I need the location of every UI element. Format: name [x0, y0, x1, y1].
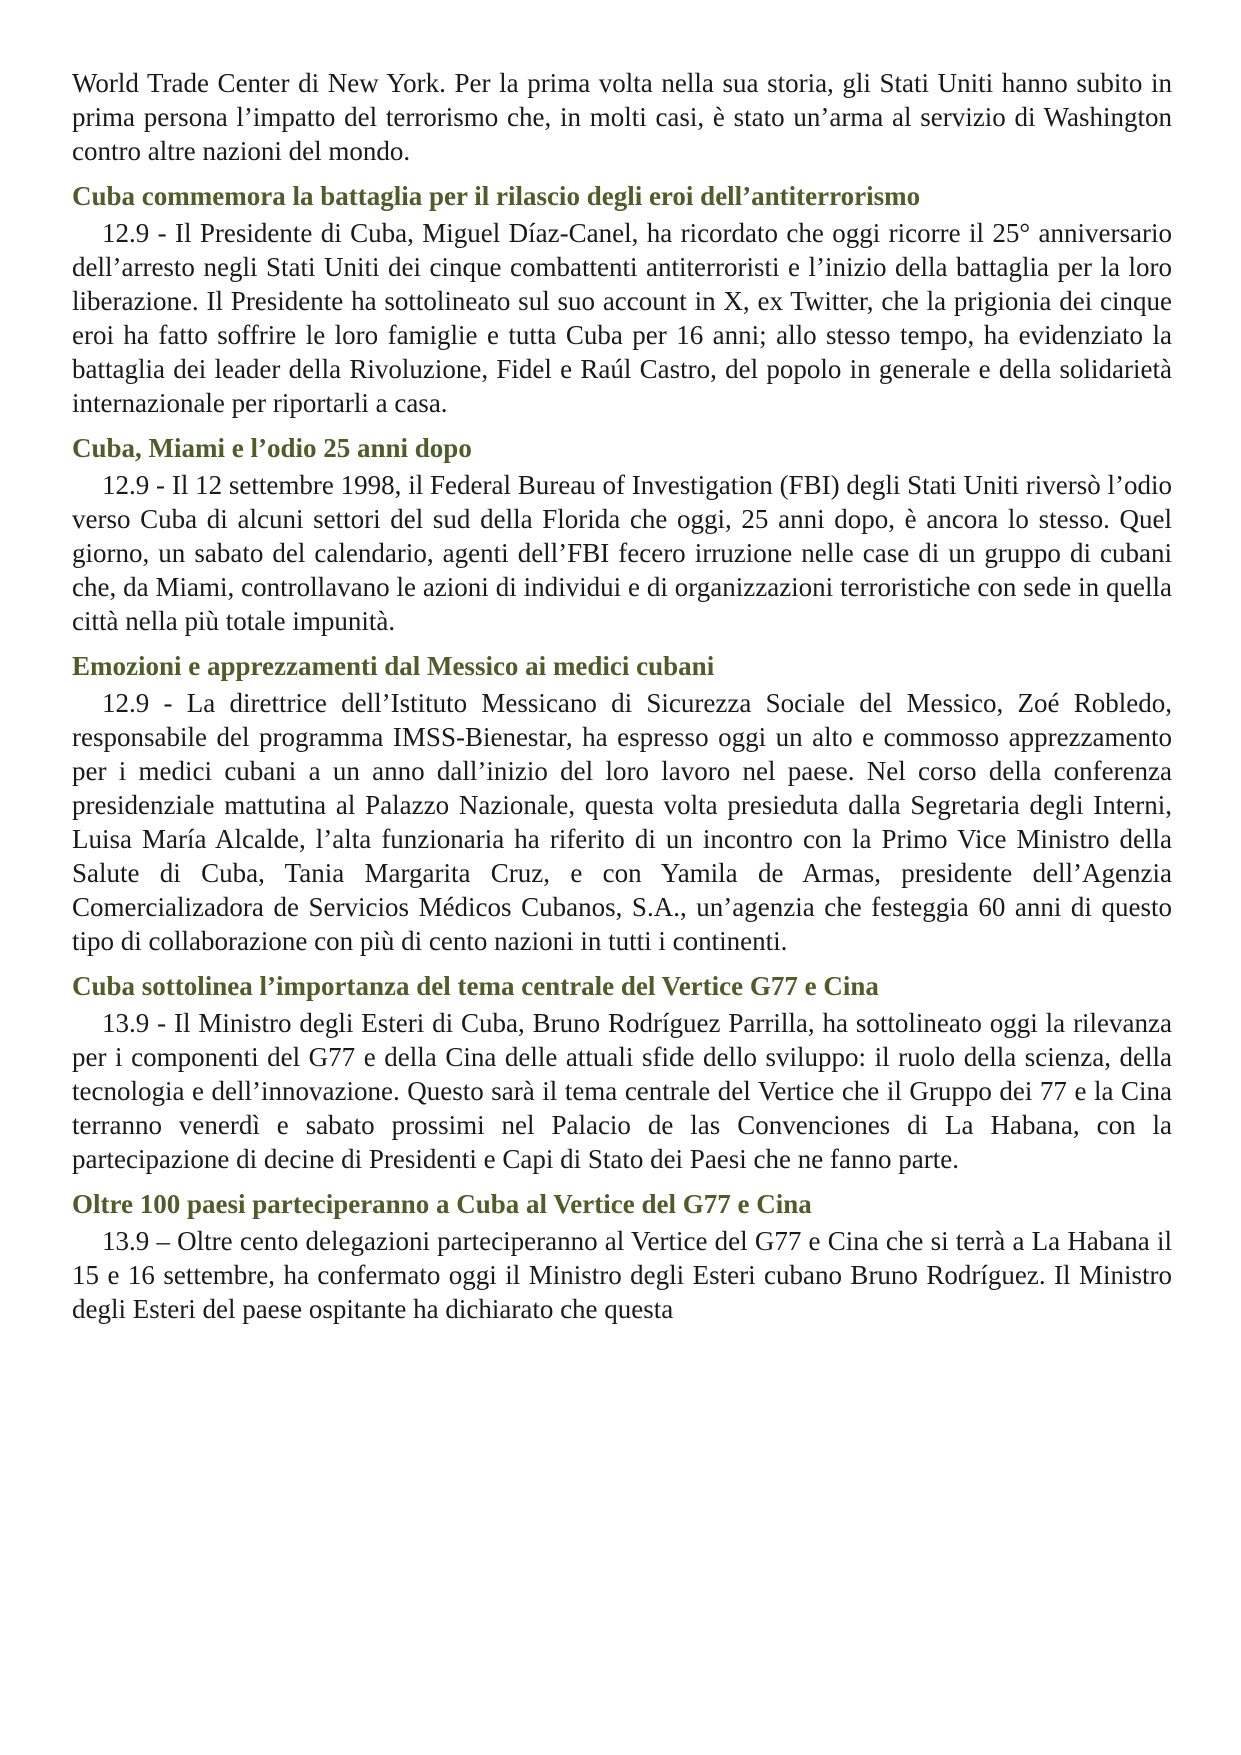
article-3	[72, 648, 1172, 958]
document-page	[72, 66, 1172, 1326]
article-1	[72, 178, 1172, 420]
article-body: 13.9 - Il Ministro degli Esteri di Cuba, Bruno Rodríguez Parrilla, ha sottolineato oggi la rilevanza per i componenti del G77 e della Cina delle attuali sfide dello sviluppo: il ruolo della scienza, della tecnologia e dell’innovazione. Questo sarà il tema centrale del Vertice che il Gruppo dei 77 e la Cina terranno venerdì e sabato prossimi nel Palacio de las Convenciones di La Habana, con la partecipazione di decine di Presidenti e Capi di Stato dei Paesi che ne fanno parte.	[72, 1008, 1172, 1174]
article-body: 12.9 - Il 12 settembre 1998, il Federal Bureau of Investigation (FBI) degli Stati Uniti riversò l’odio verso Cuba di alcuni settori del sud della Florida che oggi, 25 anni dopo, è ancora lo stesso. Quel giorno, un sabato del calendario, agenti dell’FBI fecero irruzione nelle case di un gruppo di cubani che, da Miami, controllavano le azioni di individui e di organizzazioni terroristiche con sede in quella città nella più totale impunità.	[72, 470, 1172, 636]
intro-paragraph: World Trade Center di New York. Per la prima volta nella sua storia, gli Stati Uniti hanno subito in prima persona l’impatto del terrorismo che, in molti casi, è stato un’arma al servizio di Washington contro altre nazioni del mondo.	[72, 68, 1172, 166]
article-body: 12.9 - La direttrice dell’Istituto Messicano di Sicurezza Sociale del Messico, Zoé Robledo, responsabile del programma IMSS-Bienestar, ha espresso oggi un alto e commosso apprezzamento per i medici cubani a un anno dall’inizio del loro lavoro nel paese. Nel corso della conferenza presidenziale mattutina al Palazzo Nazionale, questa volta presieduta dalla Segretaria degli Interni, Luisa María Alcalde, l’alta funzionaria ha riferito di un incontro con la Primo Vice Ministro della Salute di Cuba, Tania Margarita Cruz, e con Yamila de Armas, presidente dell’Agenzia Comercializadora de Servicios Médicos Cubanos, S.A., un’agenzia che festeggia 60 anni di questo tipo di collaborazione con più di cento nazioni in tutti i continenti.	[72, 688, 1172, 956]
article-headline: Cuba commemora la battaglia per il rilascio degli eroi dell’antiterrorismo	[72, 181, 921, 211]
article-headline: Cuba, Miami e l’odio 25 anni dopo	[72, 433, 472, 463]
article-headline: Oltre 100 paesi parteciperanno a Cuba al Vertice del G77 e Cina	[72, 1189, 812, 1219]
article-body: 12.9 - Il Presidente di Cuba, Miguel Díaz-Canel, ha ricordato che oggi ricorre il 25° anniversario dell’arresto negli Stati Uniti dei cinque combattenti antiterroristi e l’inizio della battaglia per la loro liberazione. Il Presidente ha sottolineato sul suo account in X, ex Twitter, che la prigionia dei cinque eroi ha fatto soffrire le loro famiglie e tutta Cuba per 16 anni; allo stesso tempo, ha evidenziato la battaglia dei leader della Rivoluzione, Fidel e Raúl Castro, del popolo in generale e della solidarietà internazionale per riportarli a casa.	[72, 218, 1172, 418]
article-headline: Emozioni e apprezzamenti dal Messico ai medici cubani	[72, 651, 715, 681]
article-4	[72, 968, 1172, 1176]
article-headline: Cuba sottolinea l’importanza del tema centrale del Vertice G77 e Cina	[72, 971, 879, 1001]
article-body: 13.9 – Oltre cento delegazioni parteciperanno al Vertice del G77 e Cina che si terrà a La Habana il 15 e 16 settembre, ha confermato oggi il Ministro degli Esteri cubano Bruno Rodríguez. Il Ministro degli Esteri del paese ospitante ha dichiarato che questa	[72, 1226, 1172, 1324]
article-5	[72, 1186, 1172, 1326]
article-2	[72, 430, 1172, 638]
